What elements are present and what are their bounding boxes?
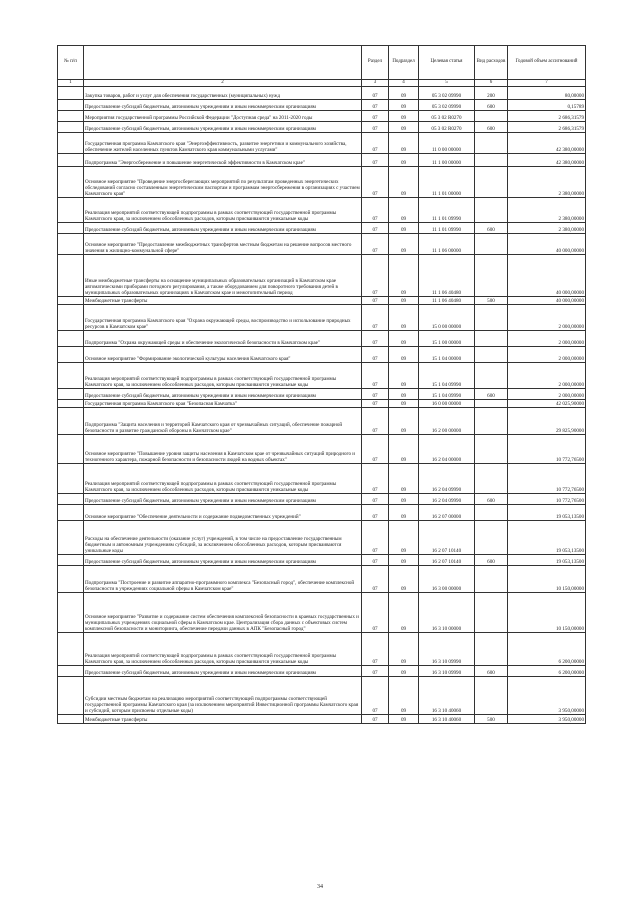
row-target-article: 15 1 04 09990 bbox=[419, 389, 475, 400]
row-name: Реализация мероприятий соответствующей подпрограммы в рамках соответствующей государственной программы Камчатского края, за исключением обособленных расходов, которым присваиваются уникальные коды bbox=[84, 363, 362, 389]
row-razdel: 07 bbox=[362, 633, 389, 666]
table-row bbox=[58, 234, 586, 255]
colnum-4: 4 bbox=[389, 80, 419, 87]
row-name: Подпрограмма "Энергосбережение и повышение энергетической эффективности в Камчатском крае" bbox=[84, 154, 362, 167]
row-podrazdel: 09 bbox=[389, 154, 419, 167]
colnum-3: 3 bbox=[362, 80, 389, 87]
row-amount: 19 053,13500 bbox=[508, 505, 586, 521]
row-amount: 2 380,00000 bbox=[508, 198, 586, 223]
row-podrazdel: 09 bbox=[389, 363, 419, 389]
row-target-article: 05 3 02 09990 bbox=[419, 87, 475, 100]
row-name: Мероприятия государственной программы Российской Федерации "Доступная среда" на 2011-2020 годы bbox=[84, 111, 362, 122]
row-expense-type: 600 bbox=[475, 666, 508, 677]
row-amount: 6 200,00000 bbox=[508, 666, 586, 677]
row-name: Иные межбюджетные трансферты на оснащение муниципальных образовательных организаций в Камчатском крае автоматическими приборами потодного регулирования, а также оборудованием для поворотного требования детей в муниципальных образовательных организациях в Камчатском крае и межотопительный период bbox=[84, 255, 362, 297]
row-amount: 3 950,00000 bbox=[508, 677, 586, 715]
row-razdel: 07 bbox=[362, 505, 389, 521]
row-amount: 2 000,00000 bbox=[508, 347, 586, 363]
row-target-article: 11 1 06 40480 bbox=[419, 255, 475, 297]
row-name: Основное мероприятие "Повышение уровня защиты населения в Камчатском крае от чрезвычайных ситуаций природного и техногенного характера, пожарной безопасности и безопасности людей на водных объектах" bbox=[84, 435, 362, 464]
table-row bbox=[58, 331, 586, 347]
row-razdel: 07 bbox=[362, 234, 389, 255]
row-amount: 10 150,00000 bbox=[508, 566, 586, 593]
row-target-article: 05 3 02 R0270 bbox=[419, 122, 475, 133]
row-expense-type bbox=[475, 464, 508, 494]
header-target-article: Целевая статья bbox=[419, 46, 475, 80]
table-row bbox=[58, 255, 586, 297]
row-podrazdel: 09 bbox=[389, 400, 419, 408]
row-razdel: 07 bbox=[362, 305, 389, 331]
row-razdel: 07 bbox=[362, 715, 389, 724]
row-razdel: 07 bbox=[362, 389, 389, 400]
row-amount: 2 686,31579 bbox=[508, 122, 586, 133]
row-podrazdel: 09 bbox=[389, 464, 419, 494]
table-row bbox=[58, 666, 586, 677]
row-target-article: 16 2 07 10140 bbox=[419, 521, 475, 555]
row-razdel: 07 bbox=[362, 408, 389, 435]
row-razdel: 07 bbox=[362, 347, 389, 363]
row-podrazdel: 09 bbox=[389, 408, 419, 435]
row-razdel: 07 bbox=[362, 555, 389, 566]
row-amount: 2 380,00000 bbox=[508, 223, 586, 234]
header-expense-type: Вид расходов bbox=[475, 46, 508, 80]
row-name: Государственная программа Камчатского края "Безопасная Камчатка" bbox=[84, 400, 362, 408]
row-target-article: 15 1 00 00000 bbox=[419, 331, 475, 347]
row-razdel: 07 bbox=[362, 494, 389, 505]
row-number bbox=[58, 111, 84, 122]
row-amount: 42 380,00000 bbox=[508, 154, 586, 167]
row-number bbox=[58, 87, 84, 100]
row-target-article: 16 3 10 40060 bbox=[419, 677, 475, 715]
row-number bbox=[58, 435, 84, 464]
row-target-article: 16 2 04 09990 bbox=[419, 494, 475, 505]
row-amount: 80,00000 bbox=[508, 87, 586, 100]
row-name: Основное мероприятие "Развитие и содержание систем обеспечения комплексной безопасности в краевых государственных и муниципальных учреждениях социальной сферы в Камчатском крае. Централизация сбора данных с объектовых систем комплексной безопасности и мониторинга, обеспечение передачи данных в АПК "Безопасный город" bbox=[84, 593, 362, 633]
row-number bbox=[58, 389, 84, 400]
row-amount: 10 772,76500 bbox=[508, 494, 586, 505]
row-expense-type bbox=[475, 677, 508, 715]
row-name: Подпрограмма "Защита населения и территорий Камчатского края от чрезвычайных ситуаций, обеспечение пожарной безопасности и развитие гражданской обороны в Камчатском крае" bbox=[84, 408, 362, 435]
table-row bbox=[58, 154, 586, 167]
row-expense-type: 200 bbox=[475, 87, 508, 100]
row-razdel: 07 bbox=[362, 122, 389, 133]
row-name: Государственная программа Камчатского края "Охрана окружающей среды, воспроизводство и использование природных ресурсов в Камчатском крае" bbox=[84, 305, 362, 331]
row-name: Реализация мероприятий соответствующей подпрограммы в рамках соответствующей государственной программы Камчатского края, за исключением обособленных расходов, которым присваиваются уникальные коды bbox=[84, 633, 362, 666]
table-row bbox=[58, 715, 586, 724]
table-row bbox=[58, 100, 586, 111]
row-name: Предоставление субсидий бюджетным, автономным учреждениям и иным некоммерческим организациям bbox=[84, 100, 362, 111]
colnum-5: 5 bbox=[419, 80, 475, 87]
row-podrazdel: 09 bbox=[389, 167, 419, 198]
row-amount: 2 000,00000 bbox=[508, 305, 586, 331]
row-amount: 2 686,31579 bbox=[508, 111, 586, 122]
row-name: Подпрограмма "Охрана окружающей среды и обеспечение экологической безопасности в Камчатском крае" bbox=[84, 331, 362, 347]
row-name: Предоставление субсидий бюджетным, автономным учреждениям и иным некоммерческим организациям bbox=[84, 122, 362, 133]
row-razdel: 07 bbox=[362, 133, 389, 154]
row-expense-type bbox=[475, 435, 508, 464]
row-amount: 40 000,00000 bbox=[508, 297, 586, 305]
row-podrazdel: 09 bbox=[389, 198, 419, 223]
row-podrazdel: 09 bbox=[389, 505, 419, 521]
row-name: Подпрограмма "Построение и развитие аппаратно-программного комплекса "Безопасный город", обеспечение комплексной безопасности в учреждениях социальной сферы в Камчатском крае" bbox=[84, 566, 362, 593]
row-razdel: 07 bbox=[362, 154, 389, 167]
colnum-2: 2 bbox=[84, 80, 362, 87]
row-target-article: 16 3 10 00000 bbox=[419, 593, 475, 633]
row-number bbox=[58, 666, 84, 677]
row-target-article: 05 3 02 09990 bbox=[419, 100, 475, 111]
colnum-1: 1 bbox=[58, 80, 84, 87]
row-target-article: 11 0 00 00000 bbox=[419, 133, 475, 154]
row-number bbox=[58, 255, 84, 297]
row-number bbox=[58, 122, 84, 133]
row-target-article: 16 3 10 40060 bbox=[419, 715, 475, 724]
row-podrazdel: 09 bbox=[389, 666, 419, 677]
row-number bbox=[58, 154, 84, 167]
column-number-row bbox=[58, 80, 586, 87]
row-podrazdel: 09 bbox=[389, 111, 419, 122]
table-row bbox=[58, 494, 586, 505]
row-razdel: 07 bbox=[362, 331, 389, 347]
row-podrazdel: 09 bbox=[389, 389, 419, 400]
row-number bbox=[58, 505, 84, 521]
row-number bbox=[58, 234, 84, 255]
row-expense-type: 600 bbox=[475, 122, 508, 133]
row-amount: 40 000,00000 bbox=[508, 234, 586, 255]
table-row bbox=[58, 133, 586, 154]
row-podrazdel: 09 bbox=[389, 133, 419, 154]
row-razdel: 07 bbox=[362, 677, 389, 715]
table-row bbox=[58, 389, 586, 400]
row-razdel: 07 bbox=[362, 198, 389, 223]
colnum-7: 7 bbox=[508, 80, 586, 87]
row-razdel: 07 bbox=[362, 363, 389, 389]
row-target-article: 11 1 01 00000 bbox=[419, 167, 475, 198]
table-row bbox=[58, 566, 586, 593]
table-row bbox=[58, 400, 586, 408]
row-target-article: 11 1 06 00000 bbox=[419, 234, 475, 255]
row-name: Предоставление субсидий бюджетным, автономным учреждениям и иным некоммерческим организациям bbox=[84, 494, 362, 505]
row-expense-type: 500 bbox=[475, 715, 508, 724]
row-expense-type: 500 bbox=[475, 297, 508, 305]
page-number: 34 bbox=[317, 884, 323, 890]
row-target-article: 11 1 00 00000 bbox=[419, 154, 475, 167]
row-name: Основное мероприятие "Предоставление межбюджетных трансфертов местным бюджетам на решение вопросов местного значения в жилищно-коммунальной сфере" bbox=[84, 234, 362, 255]
row-name: Расходы на обеспечение деятельности (оказание услуг) учреждений, в том числе на предоставление государственным бюджетным и автономным учреждениям субсидий, за исключением обособленных расходов, которым присваиваются уникальные коды bbox=[84, 521, 362, 555]
row-razdel: 07 bbox=[362, 255, 389, 297]
row-expense-type: 600 bbox=[475, 555, 508, 566]
row-target-article: 15 1 04 00000 bbox=[419, 347, 475, 363]
row-amount: 2 380,00000 bbox=[508, 167, 586, 198]
row-target-article: 11 1 01 09990 bbox=[419, 198, 475, 223]
header-amount: Годовой объем ассигнований bbox=[508, 46, 586, 80]
header-podrazdel: Подраздел bbox=[389, 46, 419, 80]
row-target-article: 11 1 01 09990 bbox=[419, 223, 475, 234]
row-expense-type bbox=[475, 505, 508, 521]
row-target-article: 16 0 00 00000 bbox=[419, 400, 475, 408]
row-amount: 2 000,00000 bbox=[508, 389, 586, 400]
row-podrazdel: 09 bbox=[389, 715, 419, 724]
row-expense-type bbox=[475, 408, 508, 435]
row-name: Предоставление субсидий бюджетным, автономным учреждениям и иным некоммерческим организациям bbox=[84, 389, 362, 400]
row-target-article: 16 2 04 09990 bbox=[419, 464, 475, 494]
row-razdel: 07 bbox=[362, 521, 389, 555]
row-expense-type bbox=[475, 521, 508, 555]
row-amount: 10 772,76500 bbox=[508, 464, 586, 494]
table-row bbox=[58, 223, 586, 234]
row-target-article: 16 2 07 10140 bbox=[419, 555, 475, 566]
row-podrazdel: 09 bbox=[389, 435, 419, 464]
row-expense-type: 600 bbox=[475, 223, 508, 234]
row-podrazdel: 09 bbox=[389, 347, 419, 363]
row-target-article: 16 3 00 00000 bbox=[419, 566, 475, 593]
row-razdel: 07 bbox=[362, 464, 389, 494]
table-row bbox=[58, 555, 586, 566]
table-row bbox=[58, 297, 586, 305]
row-number bbox=[58, 593, 84, 633]
row-name: Реализация мероприятий соответствующей подпрограммы в рамках соответствующей государственной программы Камчатского края, за исключением обособленных расходов, которым присваиваются уникальные коды bbox=[84, 464, 362, 494]
row-expense-type bbox=[475, 400, 508, 408]
row-expense-type: 600 bbox=[475, 494, 508, 505]
row-podrazdel: 09 bbox=[389, 87, 419, 100]
row-expense-type bbox=[475, 566, 508, 593]
row-number bbox=[58, 363, 84, 389]
row-number bbox=[58, 198, 84, 223]
row-number bbox=[58, 133, 84, 154]
row-expense-type bbox=[475, 255, 508, 297]
table-body bbox=[58, 87, 586, 724]
row-podrazdel: 09 bbox=[389, 331, 419, 347]
row-razdel: 07 bbox=[362, 666, 389, 677]
row-name: Субсидии местным бюджетам на реализацию мероприятий соответствующей подпрограммы соответствующей государственной программы Камчатского края (за исключением мероприятий Инвестиционной программы Камчатского края и субсидий, которым присвоены отдельные коды) bbox=[84, 677, 362, 715]
row-number bbox=[58, 566, 84, 593]
row-razdel: 07 bbox=[362, 100, 389, 111]
row-podrazdel: 09 bbox=[389, 223, 419, 234]
row-expense-type bbox=[475, 234, 508, 255]
row-amount: 6 200,00000 bbox=[508, 633, 586, 666]
row-podrazdel: 09 bbox=[389, 122, 419, 133]
header-razdel: Раздел bbox=[362, 46, 389, 80]
table-row bbox=[58, 87, 586, 100]
row-number bbox=[58, 494, 84, 505]
row-razdel: 07 bbox=[362, 167, 389, 198]
row-target-article: 16 3 10 09990 bbox=[419, 633, 475, 666]
row-number bbox=[58, 464, 84, 494]
row-number bbox=[58, 521, 84, 555]
row-amount: 29 825,90000 bbox=[508, 408, 586, 435]
row-number bbox=[58, 331, 84, 347]
row-podrazdel: 09 bbox=[389, 521, 419, 555]
row-amount: 10 150,00000 bbox=[508, 593, 586, 633]
row-razdel: 07 bbox=[362, 87, 389, 100]
row-expense-type bbox=[475, 331, 508, 347]
row-amount: 10 772,76500 bbox=[508, 435, 586, 464]
row-expense-type bbox=[475, 347, 508, 363]
row-amount: 19 053,13500 bbox=[508, 555, 586, 566]
row-podrazdel: 09 bbox=[389, 297, 419, 305]
row-amount: 0,15789 bbox=[508, 100, 586, 111]
row-podrazdel: 09 bbox=[389, 234, 419, 255]
row-amount: 42 025,90000 bbox=[508, 400, 586, 408]
row-name: Межбюджетные трансферты bbox=[84, 297, 362, 305]
colnum-6: 6 bbox=[475, 80, 508, 87]
row-name: Межбюджетные трансферты bbox=[84, 715, 362, 724]
row-number bbox=[58, 715, 84, 724]
row-number bbox=[58, 555, 84, 566]
row-amount: 2 000,00000 bbox=[508, 331, 586, 347]
table-row bbox=[58, 521, 586, 555]
row-name: Государственная программа Камчатского края "Энергоэффективность, развитие энергетики и коммунального хозяйства, обеспечение жителей населенных пунктов Камчатского края коммунальными услугами" bbox=[84, 133, 362, 154]
row-number bbox=[58, 408, 84, 435]
table-row bbox=[58, 464, 586, 494]
row-expense-type bbox=[475, 363, 508, 389]
row-expense-type bbox=[475, 111, 508, 122]
row-name: Основное мероприятие "Формирование экологической культуры населения Камчатского края" bbox=[84, 347, 362, 363]
row-number bbox=[58, 297, 84, 305]
table-row bbox=[58, 677, 586, 715]
row-name: Предоставление субсидий бюджетным, автономным учреждениям и иным некоммерческим организациям bbox=[84, 555, 362, 566]
table-row bbox=[58, 435, 586, 464]
row-amount: 3 950,00000 bbox=[508, 715, 586, 724]
table-row bbox=[58, 305, 586, 331]
row-amount: 2 000,00000 bbox=[508, 363, 586, 389]
row-name: Предоставление субсидий бюджетным, автономным учреждениям и иным некоммерческим организациям bbox=[84, 223, 362, 234]
row-number bbox=[58, 677, 84, 715]
table-row bbox=[58, 633, 586, 666]
row-podrazdel: 09 bbox=[389, 566, 419, 593]
row-number bbox=[58, 400, 84, 408]
row-name: Закупка товаров, работ и услуг для обеспечения государственных (муниципальных) нужд bbox=[84, 87, 362, 100]
table-row bbox=[58, 408, 586, 435]
row-amount: 42 380,00000 bbox=[508, 133, 586, 154]
table-row bbox=[58, 363, 586, 389]
row-expense-type bbox=[475, 198, 508, 223]
row-target-article: 16 2 04 00000 bbox=[419, 435, 475, 464]
row-expense-type bbox=[475, 154, 508, 167]
budget-table bbox=[57, 45, 586, 724]
row-razdel: 07 bbox=[362, 111, 389, 122]
row-number bbox=[58, 167, 84, 198]
row-name: Основное мероприятие "Проведение энергосберегающих мероприятий по результатам проведенных энергетических обследований согласно составленным энергетическим паспортам и программам энергосбережения в организациях с участием Камчатского края" bbox=[84, 167, 362, 198]
row-number bbox=[58, 347, 84, 363]
row-expense-type bbox=[475, 305, 508, 331]
row-target-article: 05 3 02 R0270 bbox=[419, 111, 475, 122]
row-podrazdel: 09 bbox=[389, 555, 419, 566]
row-razdel: 07 bbox=[362, 223, 389, 234]
table-row bbox=[58, 347, 586, 363]
table-row bbox=[58, 122, 586, 133]
table-row bbox=[58, 505, 586, 521]
row-podrazdel: 09 bbox=[389, 677, 419, 715]
row-razdel: 07 bbox=[362, 593, 389, 633]
table-header-row bbox=[58, 46, 586, 80]
row-razdel: 07 bbox=[362, 566, 389, 593]
row-podrazdel: 09 bbox=[389, 593, 419, 633]
row-expense-type bbox=[475, 167, 508, 198]
table-row bbox=[58, 111, 586, 122]
row-target-article: 16 2 00 00000 bbox=[419, 408, 475, 435]
row-amount: 40 000,00000 bbox=[508, 255, 586, 297]
row-number bbox=[58, 305, 84, 331]
row-podrazdel: 09 bbox=[389, 100, 419, 111]
table-row bbox=[58, 593, 586, 633]
row-name: Предоставление субсидий бюджетным, автономным учреждениям и иным некоммерческим организациям bbox=[84, 666, 362, 677]
header-name bbox=[84, 46, 362, 80]
row-podrazdel: 09 bbox=[389, 255, 419, 297]
row-expense-type bbox=[475, 133, 508, 154]
row-number bbox=[58, 223, 84, 234]
row-number bbox=[58, 633, 84, 666]
row-target-article: 15 0 00 00000 bbox=[419, 305, 475, 331]
row-number bbox=[58, 100, 84, 111]
table-row bbox=[58, 198, 586, 223]
row-expense-type: 600 bbox=[475, 389, 508, 400]
row-expense-type bbox=[475, 593, 508, 633]
row-razdel: 07 bbox=[362, 297, 389, 305]
row-target-article: 16 2 07 00000 bbox=[419, 505, 475, 521]
row-podrazdel: 09 bbox=[389, 305, 419, 331]
row-razdel: 07 bbox=[362, 435, 389, 464]
row-target-article: 11 1 06 40480 bbox=[419, 297, 475, 305]
row-amount: 19 053,13500 bbox=[508, 521, 586, 555]
row-expense-type bbox=[475, 633, 508, 666]
row-razdel: 07 bbox=[362, 400, 389, 408]
row-target-article: 15 1 04 09990 bbox=[419, 363, 475, 389]
row-target-article: 16 3 10 09990 bbox=[419, 666, 475, 677]
row-podrazdel: 09 bbox=[389, 494, 419, 505]
row-podrazdel: 09 bbox=[389, 633, 419, 666]
header-num: № п/п bbox=[58, 46, 84, 80]
row-name: Реализация мероприятий соответствующей подпрограммы в рамках соответствующей государственной программы Камчатского края, за исключением обособленных расходов, которым присваиваются уникальные коды bbox=[84, 198, 362, 223]
row-expense-type: 600 bbox=[475, 100, 508, 111]
table-row bbox=[58, 167, 586, 198]
row-name: Основное мероприятие "Обеспечение деятельности и содержание подведомственных учреждений" bbox=[84, 505, 362, 521]
